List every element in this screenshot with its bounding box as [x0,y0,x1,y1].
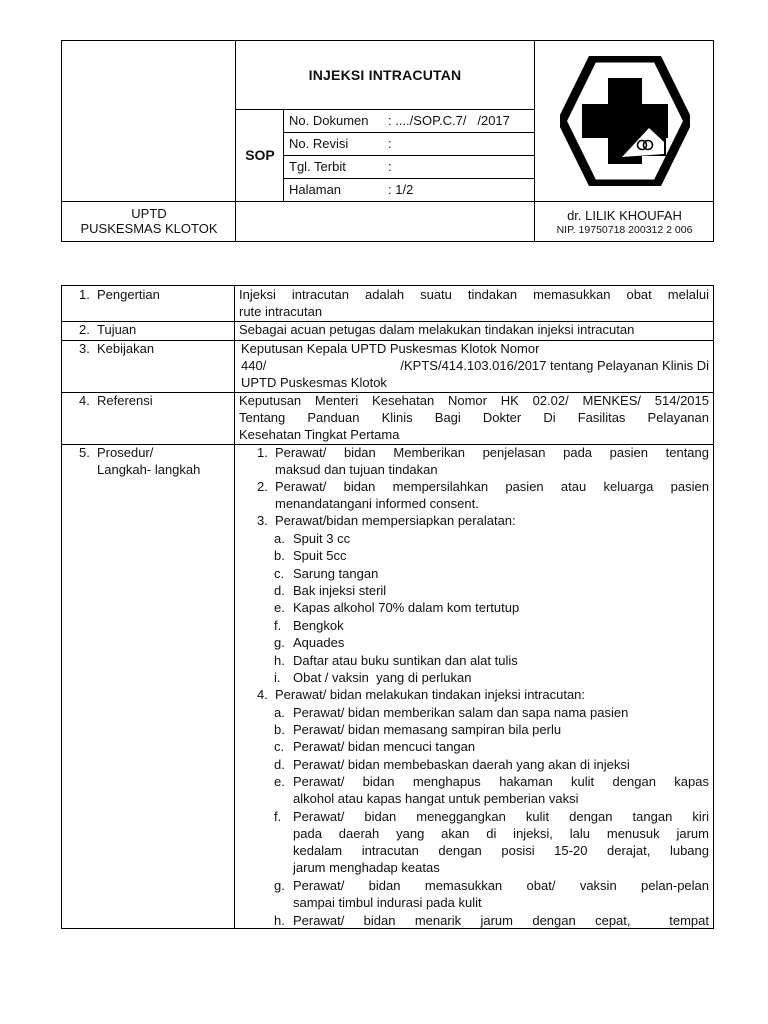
procedure-step-3: 3. Perawat/bidan mempersiapkan peralatan: [257,513,516,528]
meta-key: No. Dokumen [289,113,369,128]
procedure-step-2: 2. Perawat/ bidan mempersilahkan pasien atau keluarga pasien menandatangani informed consent. [257,479,709,511]
organization-name [62,201,236,242]
sop-header-table [61,40,714,242]
section-label-pengertian: 1. Pengertian [79,287,160,302]
meta-row-no-revisi [284,132,534,155]
procedure-step-4: 4. Perawat/ bidan melakukan tindakan injeksi intracutan: [257,687,586,702]
equipment-item: a. Spuit 3 cc [274,531,351,546]
equipment-item: h. Daftar atau buku suntikan dan alat tulis [274,653,518,668]
action-item: g. Perawat/ bidan memasukkan obat/ vaksin pelan-pelan sampai timbul indurasi pada kulit [274,878,709,910]
section-label-referensi: 4. Referensi [79,393,153,408]
procedure-step-1: 1. Perawat/ bidan Memberikan penjelasan pada pasien tentang maksud dan tujuan tindakan [257,445,709,477]
section-text-referensi: Keputusan Menteri Kesehatan Nomor HK 02.02/ MENKES/ 514/2015 Tentang Panduan Klinis Bagi Dokter Di Fasilitas Pelayanan Kesehatan Tingkat Pertama [239,393,709,442]
meta-key: No. Revisi [289,136,349,151]
section-label-tujuan: 2. Tujuan [79,322,137,337]
sop-label: SOP [245,147,275,163]
puskesmas-logo-icon [560,56,690,186]
meta-row-no-dokumen [284,109,534,132]
action-item: h. Perawat/ bidan menarik jarum dengan cepat, tempat [274,913,709,928]
equipment-item: i. Obat / vaksin yang di perlukan [274,670,472,685]
signer-nip: NIP. 19750718 200312 2 006 [556,224,693,236]
equipment-item: d. Bak injeksi steril [274,583,387,598]
meta-value: : [388,159,392,174]
meta-key: Tgl. Terbit [289,159,346,174]
action-item: d. Perawat/ bidan membebaskan daerah yang akan di injeksi [274,757,630,772]
meta-value: : [388,136,392,151]
meta-value: : 1/2 [388,182,414,197]
equipment-item: f. Bengkok [274,618,344,633]
section-text-pengertian: Injeksi intracutan adalah suatu tindakan memasukkan obat melalui rute intracutan [239,287,709,319]
signer-name: dr. LILIK KHOUFAH [567,208,682,223]
action-item: a. Perawat/ bidan memberikan salam dan sapa nama pasien [274,705,629,720]
sop-content-table [61,285,714,929]
action-item: c. Perawat/ bidan mencuci tangan [274,739,476,754]
equipment-item: c. Sarung tangan [274,566,379,581]
document-title: INJEKSI INTRACUTAN [308,67,462,83]
meta-value: : ..../SOP.C.7/ /2017 [388,113,510,128]
action-item: e. Perawat/ bidan menghapus hakaman kulit dengan kapas alkohol atau kapas hangat untuk pemberian vaksi [274,774,709,806]
action-item: b. Perawat/ bidan memasang sampiran bila perlu [274,722,562,737]
section-label-prosedur: 5. Prosedur/ Langkah- langkah [79,445,201,477]
action-item: f. Perawat/ bidan meneggangkan kulit dengan tangan kiri pada daerah yang akan di injeksi, lalu menusuk jarum kedalam intracutan dengan posisi 15-20 derajat, lubang jarum menghadap keatas [274,809,709,875]
org-line-2: PUSKESMAS KLOTOK [80,221,218,236]
signer-block [535,201,714,242]
equipment-item: g. Aquades [274,635,345,650]
section-label-kebijakan: 3. Kebijakan [79,341,155,356]
equipment-item: e. Kapas alkohol 70% dalam kom tertutup [274,600,520,615]
org-line-1: UPTD [131,206,167,221]
meta-row-tgl-terbit [284,155,534,178]
meta-row-halaman [284,178,534,201]
equipment-item: b. Spuit 5cc [274,548,347,563]
section-text-tujuan: Sebagai acuan petugas dalam melakukan tindakan injeksi intracutan [239,322,635,337]
meta-key: Halaman [289,182,342,197]
logo-cell [535,41,714,201]
section-text-kebijakan: Keputusan Kepala UPTD Puskesmas Klotok Nomor 440/ /KPTS/414.103.016/2017 tentang Pelayanan Klinis Di UPTD Puskesmas Klotok [241,341,709,390]
